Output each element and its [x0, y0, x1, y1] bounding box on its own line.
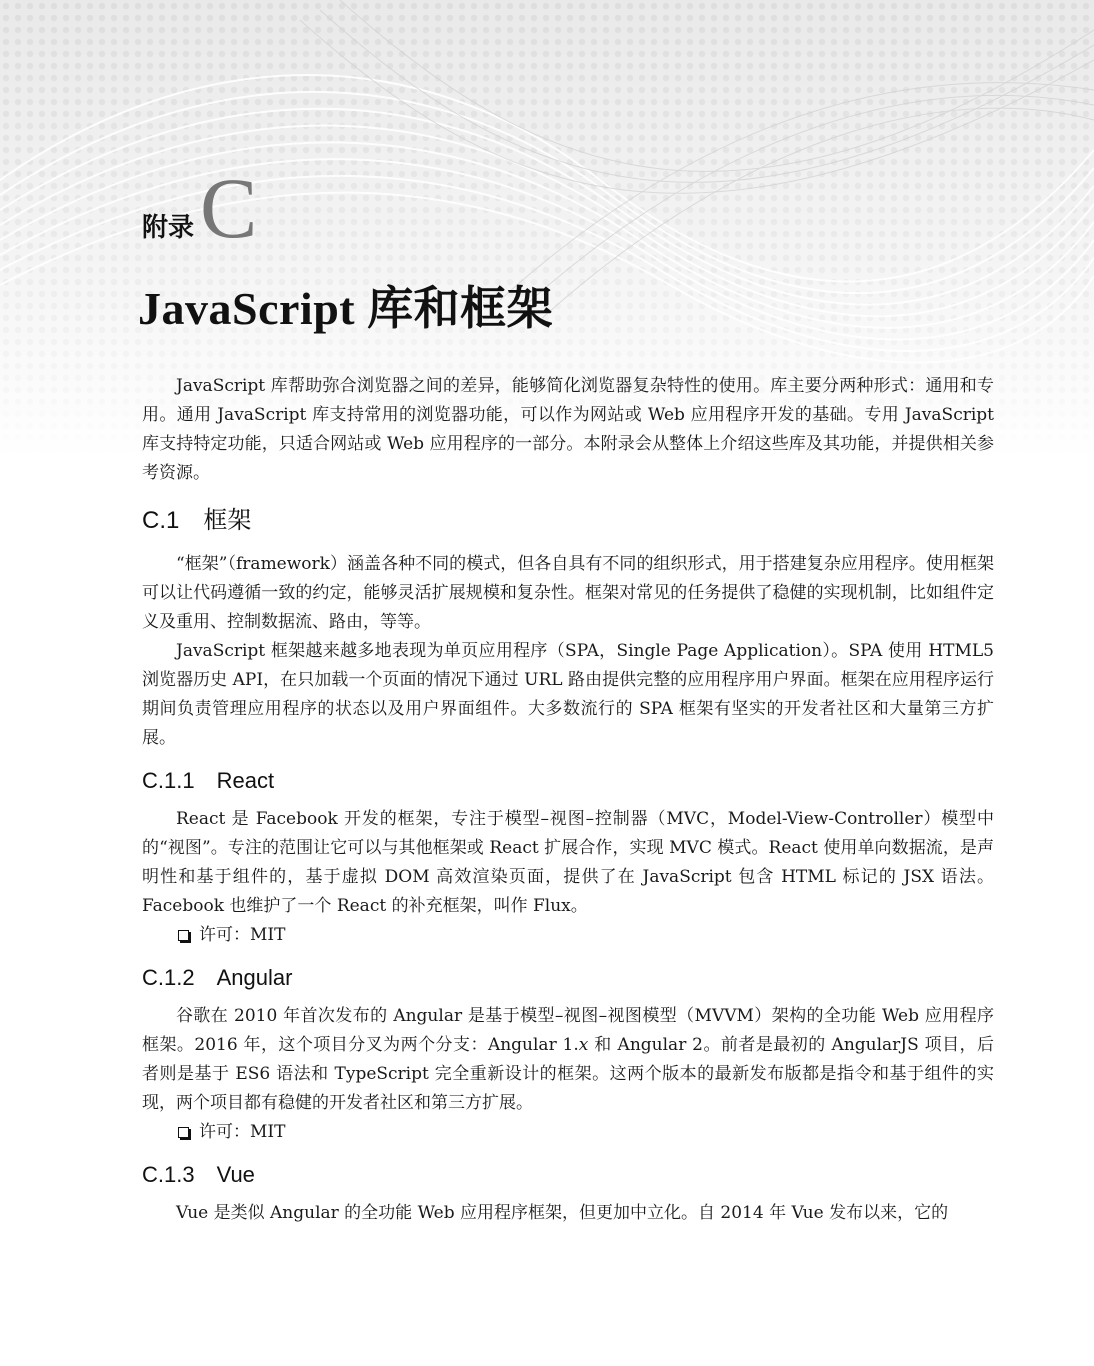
section-title: Angular [216, 965, 293, 990]
angular-paragraph-part2: 和 Angular 2。前者是最初的 AngularJS 项目，后者则是基于 ES6 语法和 TypeScript 完全重新设计的框架。这两个版本的最新发布版都是指令和基于组件的实现，两个项目都有稳健的开发者社区和第三方扩展。 [142, 1035, 994, 1113]
angular-paragraph-part1: 谷歌在 2010 年首次发布的 Angular 是基于模型–视图–视图模型（MVVM）架构的全功能 Web 应用程序框架。2016 年，这个项目分叉为两个分支：Angular 1. [142, 1006, 994, 1055]
license-text: 许可：MIT [199, 925, 286, 945]
appendix-letter: C [200, 160, 258, 256]
angular-version-italic: x [578, 1035, 589, 1055]
content [142, 372, 994, 1228]
angular-license [142, 1118, 994, 1147]
section-title: Vue [216, 1162, 255, 1187]
appendix-word: 附录 [142, 213, 195, 243]
react-license [142, 921, 994, 950]
section-title: 框架 [203, 507, 252, 534]
appendix-label [142, 160, 258, 256]
react-paragraph: React 是 Facebook 开发的框架，专注于模型–视图–控制器（MVC，Model-View-Controller）模型中的“视图”。专注的范围让它可以与其他框架或 React 扩展合作，实现 MVC 模式。React 使用单向数据流，是声明性和基于组件的，基于虚拟 DOM 高效渲染页面，提供了在 JavaScript 包含 HTML 标记的 JSX 语法。Facebook 也维护了一个 React 的补充框架，叫作 Flux。 [142, 809, 994, 916]
checkbox-bullet-icon [178, 1127, 189, 1138]
section-heading-react [142, 767, 994, 795]
intro-paragraph: JavaScript 库帮助弥合浏览器之间的差异，能够简化浏览器复杂特性的使用。库主要分两种形式：通用和专用。通用 JavaScript 库支持常用的浏览器功能，可以作为网站或 Web 应用程序开发的基础。专用 JavaScript 库支持特定功能，只适合网站或 Web 应用程序的一部分。本附录会从整体上介绍这些库及其功能，并提供相关参考资源。 [142, 376, 994, 483]
section-heading-c1 [142, 506, 994, 536]
framework-paragraph-1: “框架”（framework）涵盖各种不同的模式，但各自具有不同的组织形式，用于搭建复杂应用程序。使用框架可以让代码遵循一致的约定，能够灵活扩展规模和复杂性。框架对常见的任务提供了稳健的实现机制，比如组件定义及重用、控制数据流、路由，等等。 [142, 554, 994, 632]
vue-paragraph: Vue 是类似 Angular 的全功能 Web 应用程序框架，但更加中立化。自 2014 年 Vue 发布以来，它的 [176, 1203, 949, 1223]
section-number: C.1.1 [142, 768, 195, 793]
section-title: React [216, 768, 275, 793]
framework-paragraph-2: JavaScript 框架越来越多地表现为单页应用程序（SPA，Single Page Application）。SPA 使用 HTML5 浏览器历史 API，在只加载一个页面的情况下通过 URL 路由提供完整的应用程序用户界面。框架在应用程序运行期间负责管理应用程序的状态以及用户界面组件。大多数流行的 SPA 框架有坚实的开发者社区和大量第三方扩展。 [142, 641, 994, 748]
angular-paragraph [142, 1002, 994, 1118]
section-heading-vue [142, 1161, 994, 1189]
section-heading-angular [142, 964, 994, 992]
license-text: 许可：MIT [199, 1122, 286, 1142]
checkbox-bullet-icon [178, 930, 189, 941]
section-number: C.1 [142, 507, 180, 534]
section-number: C.1.2 [142, 965, 195, 990]
section-number: C.1.3 [142, 1162, 195, 1187]
chapter-title: JavaScript 库和框架 [138, 283, 554, 334]
